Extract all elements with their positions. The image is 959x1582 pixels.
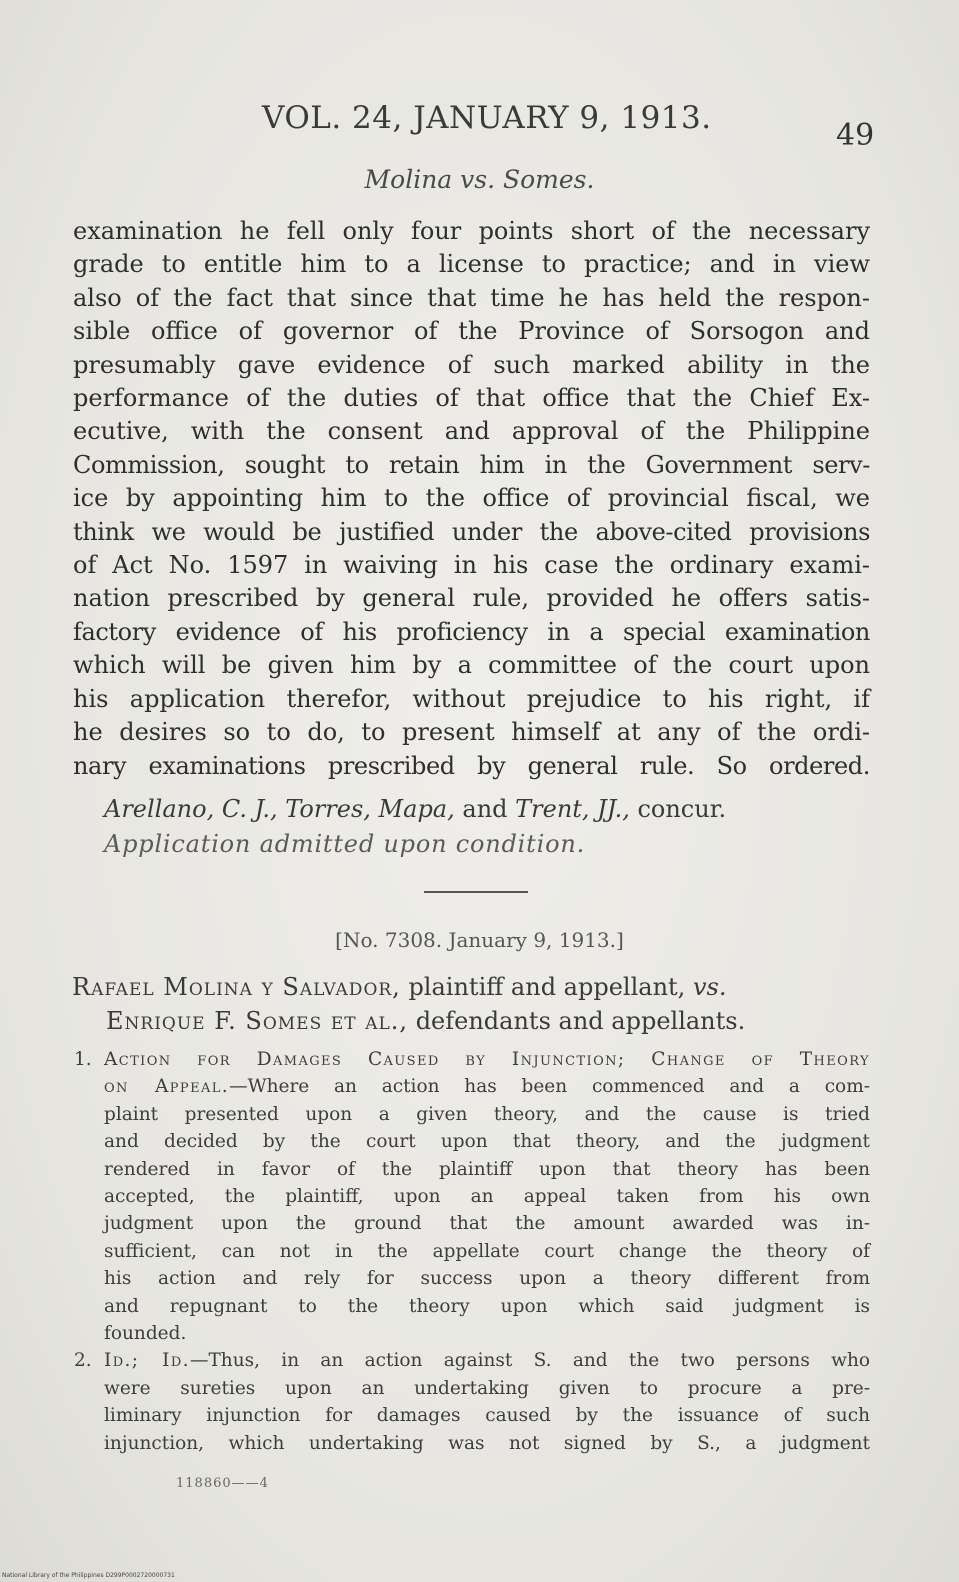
syllabus-line: liminary injunction for damages caused by the issuance of such xyxy=(104,1405,870,1427)
body-line: he desires so to do, to present himself at any of the ordi- xyxy=(73,718,870,747)
body-line: which will be given him by a committee of the court upon xyxy=(73,651,870,680)
opinion-body xyxy=(73,215,870,783)
body-line: think we would be justified under the above-cited provisions xyxy=(73,517,870,546)
body-line: examination he fell only four points short of the necessary xyxy=(73,217,870,245)
syllabus-item xyxy=(74,1347,870,1457)
syllabus-number: 1. xyxy=(74,1049,92,1070)
plaintiff-line xyxy=(72,970,872,1004)
syllabus-line: rendered in favor of the plaintiff upon that theory has been xyxy=(104,1158,870,1180)
body-line: also of the fact that since that time he has held the respon- xyxy=(73,283,870,312)
concur-and: and xyxy=(454,795,516,823)
syllabus-heading-cont: on Appeal. xyxy=(104,1076,230,1098)
syllabus-line: founded. xyxy=(104,1323,187,1345)
defendant-line xyxy=(72,1004,872,1038)
body-line: grade to entitle him to a license to practice; and in view xyxy=(73,250,870,279)
body-line: presumably gave evidence of such marked ability in the xyxy=(73,350,870,379)
body-line: his application therefor, without prejudice to his right, if xyxy=(73,684,870,713)
syllabus-line: accepted, the plaintiff, upon an appeal taken from his own xyxy=(104,1186,870,1208)
syllabus-text: —Thus, in an action against S. and the two persons who xyxy=(189,1350,871,1372)
syllabus-text: —Where an action has been commenced and a com- xyxy=(229,1076,870,1098)
body-line: Commission, sought to retain him in the Government serv- xyxy=(73,450,870,479)
body-line: nary examinations prescribed by general rule. So ordered. xyxy=(73,751,870,780)
syllabus-number: 2. xyxy=(74,1350,92,1372)
plaintiff-name: Rafael Molina y Salvador, xyxy=(72,973,401,1001)
syllabus-line: were sureties upon an undertaking given to procure a pre- xyxy=(104,1377,870,1399)
disposition: Application admitted upon condition. xyxy=(104,830,586,858)
case-parties xyxy=(72,970,872,1038)
body-line: ecutive, with the consent and approval of the Philippine xyxy=(73,417,870,446)
defendant-name: Enrique F. Somes et al., xyxy=(106,1007,409,1035)
body-line: of Act No. 1597 in waiving in his case the ordinary exami- xyxy=(73,551,870,580)
syllabus-line: his action and rely for success upon a theory different from xyxy=(104,1268,870,1290)
syllabus-line: and repugnant to the theory upon which said judgment is xyxy=(104,1295,870,1317)
body-line: performance of the duties of that office that the Chief Ex- xyxy=(73,384,870,413)
running-head: VOL. 24, JANUARY 9, 1913. xyxy=(262,100,712,136)
body-line: ice by appointing him to the office of provincial fiscal, we xyxy=(73,484,870,513)
page-header xyxy=(0,100,959,153)
syllabus-line xyxy=(104,1347,870,1374)
defendant-role: defendants and appellants. xyxy=(408,1007,746,1035)
syllabus-item xyxy=(74,1046,870,1347)
syllabus-line: and decided by the court upon that theory, and the judgment xyxy=(104,1131,870,1153)
concurring-justice-trent: Trent, JJ., xyxy=(515,795,630,823)
syllabus-line: sufficient, can not in the appellate court change the theory of xyxy=(104,1240,870,1262)
case-subtitle: Molina vs. Somes. xyxy=(364,165,595,194)
plaintiff-role: plaintiff and appellant, xyxy=(400,973,693,1001)
syllabus-heading: Action for Damages Caused by Injunction; Change of Theory xyxy=(104,1049,870,1070)
concurrence-line xyxy=(104,795,726,823)
concur-word: concur. xyxy=(629,795,727,823)
body-line: nation prescribed by general rule, provided he offers satis- xyxy=(73,584,870,613)
syllabus-line xyxy=(104,1073,870,1100)
versus: vs. xyxy=(692,973,727,1001)
syllabus-heading: Id.; Id. xyxy=(104,1350,190,1372)
concurring-justices: Arellano, C. J., Torres, Mapa, xyxy=(104,795,455,823)
syllabus xyxy=(74,1046,870,1457)
docket-number: [No. 7308. January 9, 1913.] xyxy=(335,928,624,952)
printer-signature-mark: 118860——4 xyxy=(176,1476,269,1491)
section-divider xyxy=(424,891,528,893)
syllabus-line: judgment upon the ground that the amount awarded was in- xyxy=(104,1213,870,1235)
scan-credit: National Library of the Philippines D299P0002720000731 xyxy=(2,1572,175,1579)
syllabus-line: plaint presented upon a given theory, and the cause is tried xyxy=(104,1103,870,1125)
body-line: sible office of governor of the Province of Sorsogon and xyxy=(73,317,870,346)
body-line: factory evidence of his proficiency in a special examination xyxy=(73,617,870,646)
syllabus-line: injunction, which undertaking was not signed by S., a judgment xyxy=(104,1432,870,1454)
page-number: 49 xyxy=(836,118,875,153)
